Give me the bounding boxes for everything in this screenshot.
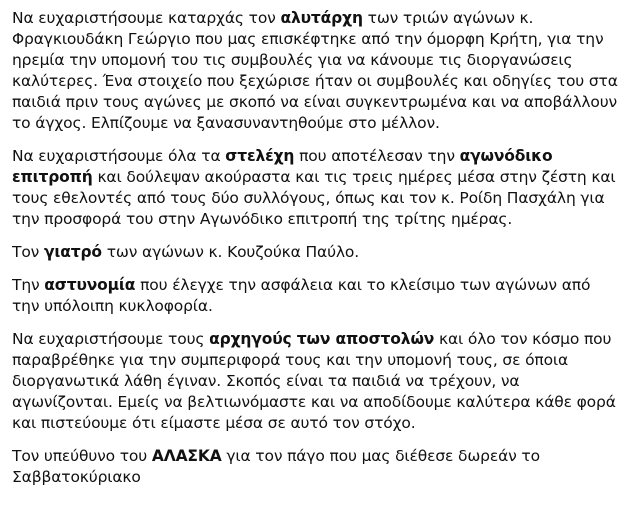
text-run: Τον bbox=[12, 243, 44, 261]
paragraph-alaska bbox=[12, 446, 620, 488]
text-run: που έλεγχε την ασφάλεια και το κλείσιμο των αγώνων από την υπόλοιπη κυκλοφορία. bbox=[12, 276, 591, 315]
text-run: Να ευχαριστήσουμε καταρχάς τον bbox=[12, 9, 281, 27]
text-run: και όλο τον κόσμο που παραβρέθηκε για την συμπεριφορά τους και την υπομονή τους, σε όποια διοργανωτικά λάθη έγιναν. Σκοπός είναι τα παιδιά να τρέχουν, να αγωνίζονται. Εμείς να βελτιωνόμαστε και να αποδίδουμε καλύτερα κάθε φορά και πιστεύουμε ότι είμαστε μέσα σε αυτό τον στόχο. bbox=[12, 330, 616, 432]
emphasis-alytarchis: αλυτάρχη bbox=[280, 9, 363, 27]
text-run: Τον υπεύθυνο του bbox=[12, 447, 152, 465]
paragraph-astynomia bbox=[12, 275, 620, 317]
paragraph-giatros bbox=[12, 242, 620, 263]
paragraph-alytarchis bbox=[12, 8, 620, 134]
emphasis-giatros: γιατρό bbox=[43, 243, 102, 261]
emphasis-alaska: ΑΛΑΣΚΑ bbox=[151, 447, 222, 465]
emphasis-stelexi: στελέχη bbox=[225, 147, 295, 165]
emphasis-astynomia: αστυνομία bbox=[44, 276, 136, 294]
text-run: των αγώνων κ. Κουζούκα Παύλο. bbox=[101, 243, 360, 261]
text-run: Την bbox=[12, 276, 45, 294]
text-run: Να ευχαριστήσουμε τους bbox=[12, 330, 210, 348]
text-run: που αποτέλεσαν την bbox=[294, 147, 460, 165]
text-run: των τριών αγώνων κ. Φραγκιουδάκη Γεώργιο που μας επισκέφτηκε από την όμορφη Κρήτη, για την ηρεμία την υπομονή του τις συμβουλές για να κάνουμε τις διοργανώσεις καλύτερες. Ένα στοιχείο που ξεχώρισε ήταν οι συμβουλές και οδηγίες του στα παιδιά πριν τους αγώνες με σκοπό να είναι συγκεντρωμένα και να αποβάλλουν το άγχος. Ελπίζουμε να ξανασυναντηθούμε στο μέλλον. bbox=[12, 9, 618, 132]
text-run: και δούλεψαν ακούραστα και τις τρεις ημέρες μέσα στην ζέστη και τους εθελοντές από τους δύο συλλόγους, όπως και τον κ. Ροίδη Πασχάλη για την προσφορά του στην Αγωνόδικο επιτροπή της τρίτης ημέρας. bbox=[12, 168, 616, 228]
paragraph-stelexi bbox=[12, 146, 620, 230]
emphasis-archigoi: αρχηγούς των αποστολών bbox=[209, 330, 435, 348]
emphasis-agonodiko-epitropi: αγωνόδικο επιτροπή bbox=[12, 147, 553, 186]
paragraph-archigoi bbox=[12, 329, 620, 434]
text-run: για τον πάγο που μας διέθεσε δωρεάν το Σαββατοκύριακο bbox=[12, 447, 540, 486]
document-body bbox=[12, 8, 620, 500]
text-run: Να ευχαριστήσουμε όλα τα bbox=[12, 147, 226, 165]
